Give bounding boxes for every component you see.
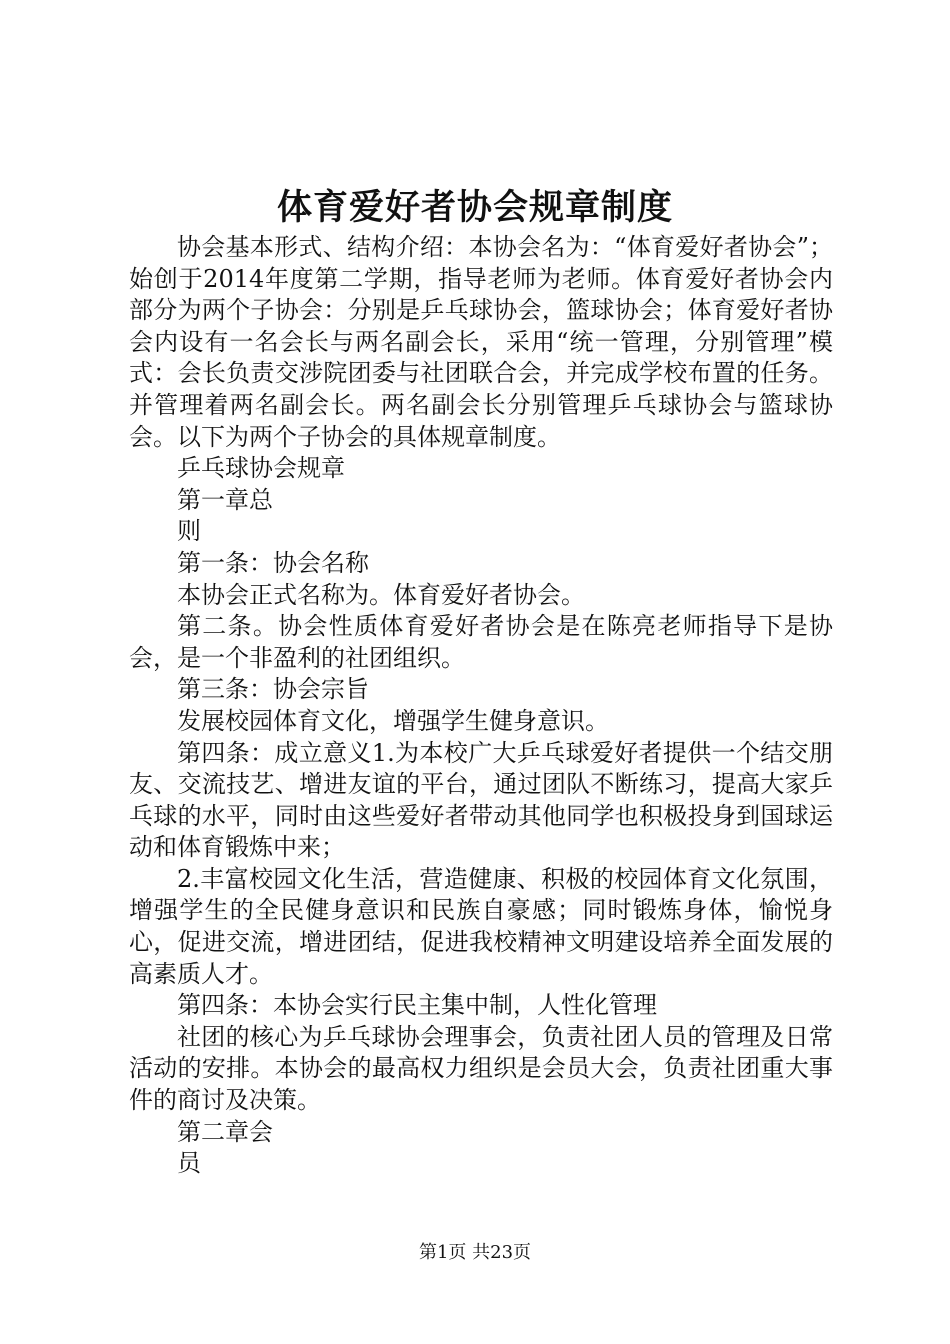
chapter-heading: 第二章会 (177, 1117, 273, 1146)
document-body (129, 232, 833, 1180)
article-paragraph: 2.丰富校园文化生活，营造健康、积极的校园体育文化氛围，增强学生的全民健身意识和民族自豪感；同时锻炼身体，愉悦身心，促进交流，增进团结，促进我校精神文明建设培养全面发展的高素质人才。 (129, 864, 833, 988)
article-paragraph: 本协会正式名称为。体育爱好者协会。 (177, 580, 585, 609)
chapter-heading: 第一章总 (177, 485, 273, 514)
section-heading: 乒乓球协会规章 (177, 454, 345, 483)
article-paragraph: 第二条。协会性质体育爱好者协会是在陈亮老师指导下是协会，是一个非盈利的社团组织。 (129, 612, 833, 672)
article-heading: 第一条：协会名称 (177, 548, 369, 577)
article-paragraph: 第四条：成立意义1.为本校广大乒乓球爱好者提供一个结交朋友、交流技艺、增进友谊的平台，通过团队不断练习，提高大家乒乓球的水平，同时由这些爱好者带动其他同学也积极投身到国球运动和体育锻炼中来； (129, 738, 833, 862)
article-heading: 第四条：本协会实行民主集中制，人性化管理 (177, 991, 657, 1020)
document-title: 体育爱好者协会规章制度 (276, 187, 673, 228)
chapter-heading-continued: 员 (177, 1149, 201, 1178)
article-paragraph: 社团的核心为乒乓球协会理事会，负责社团人员的管理及日常活动的安排。本协会的最高权力组织是会员大会，负责社团重大事件的商讨及决策。 (129, 1022, 833, 1115)
intro-paragraph: 协会基本形式、结构介绍：本协会名为：“体育爱好者协会”；始创于2014年度第二学期，指导老师为老师。体育爱好者协会内部分为两个子协会：分别是乒乓球协会，篮球协会；体育爱好者协会内设有一名会长与两名副会长，采用“统一管理，分别管理”模式：会长负责交涉院团委与社团联合会，并完成学校布置的任务。并管理着两名副会长。两名副会长分别管理乒乓球协会与篮球协会。以下为两个子协会的具体规章制度。 (129, 233, 833, 451)
article-heading: 第三条：协会宗旨 (177, 675, 369, 704)
article-paragraph: 发展校园体育文化，增强学生健身意识。 (177, 706, 609, 735)
page-footer: 第1页 共23页 (418, 1242, 532, 1263)
chapter-heading-continued: 则 (177, 517, 201, 546)
